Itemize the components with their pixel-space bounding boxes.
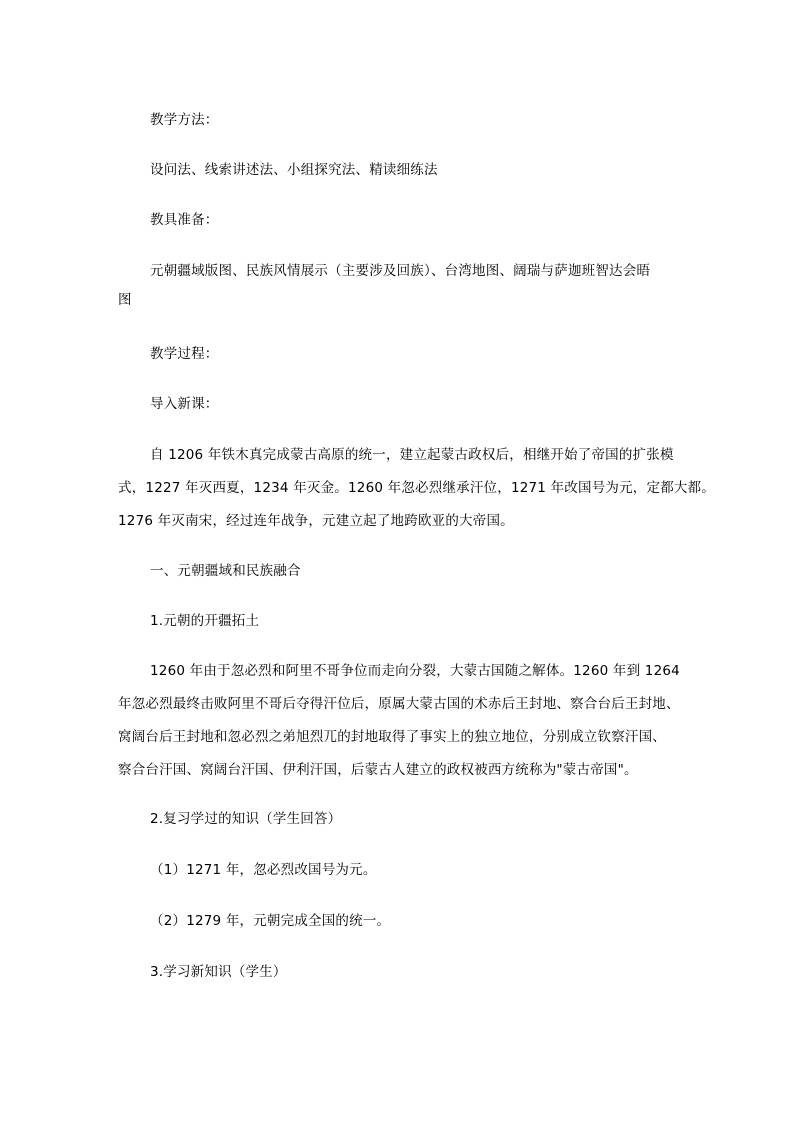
- teaching-aids-line: 元朝疆域版图、民族风情展示（主要涉及回族）、台湾地图、阔瑞与萨迦班智达会晤: [150, 263, 651, 279]
- subsection2-heading: 2.复习学过的知识（学生回答）: [150, 811, 342, 827]
- subsection1-line: 察合台汗国、窝阔台汗国、伊利汗国，后蒙古人建立的政权被西方统称为"蒙古帝国"。: [118, 762, 638, 778]
- subsection1-line: 1260 年由于忽必烈和阿里不哥争位而走向分裂，大蒙古国随之解体。1260 年到 1264: [150, 663, 680, 679]
- teaching-process-heading: 教学过程：: [150, 346, 219, 362]
- section1-heading: 一、元朝疆域和民族融合: [150, 563, 301, 579]
- subsection1-line: 窝阔台后王封地和忽必烈之弟旭烈兀的封地取得了事实上的独立地位，分别成立钦察汗国、: [118, 729, 666, 745]
- teaching-method-text: 设问法、线索讲述法、小组探究法、精读细练法: [150, 162, 438, 178]
- subsection1-line: 年忽必烈最终击败阿里不哥后夺得汗位后，原属大蒙古国的术赤后王封地、察合台后王封地、: [118, 696, 680, 712]
- intro-heading: 导入新课：: [150, 396, 219, 412]
- teaching-aids-line: 图: [118, 292, 132, 308]
- subsection1-heading: 1.元朝的开疆拓土: [150, 613, 260, 629]
- subsection3-heading: 3.学习新知识（学生）: [150, 964, 287, 980]
- subsection1-paragraph: [118, 656, 688, 785]
- intro-line: 自 1206 年铁木真完成蒙古高原的统一，建立起蒙古政权后，相继开始了帝国的扩张模: [150, 447, 674, 463]
- intro-line: 1276 年灭南宋，经过连年战争，元建立起了地跨欧亚的大帝国。: [118, 513, 514, 529]
- teaching-aids-text: [118, 256, 688, 315]
- intro-paragraph: [118, 440, 715, 536]
- teaching-aids-heading: 教具准备：: [150, 212, 219, 228]
- teaching-method-heading: 教学方法：: [150, 112, 219, 128]
- intro-line: 式，1227 年灭西夏，1234 年灭金。1260 年忽必烈继承汗位，1271 年改国号为元，定都大都。: [118, 480, 715, 496]
- review-item-1: （1）1271 年，忽必烈改国号为元。: [150, 862, 377, 878]
- review-item-2: （2）1279 年，元朝完成全国的统一。: [150, 913, 391, 929]
